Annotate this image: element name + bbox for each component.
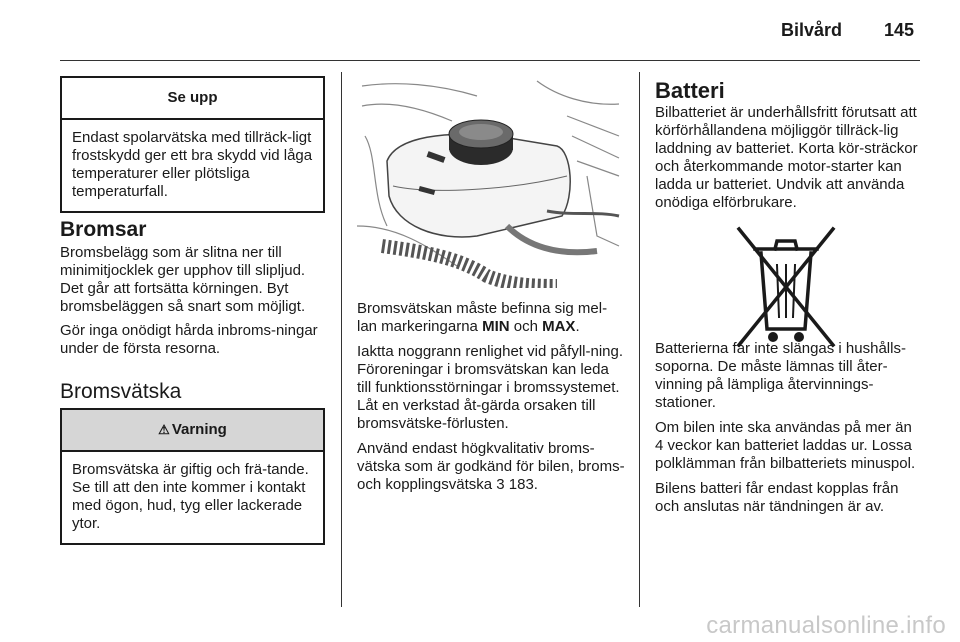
brakes-heading: Bromsar xyxy=(60,218,147,241)
brake-fluid-text xyxy=(357,300,625,494)
page-number: 145 xyxy=(884,20,915,40)
battery-paragraph-3: Om bilen inte ska användas på mer än 4 veckor kan batteriet laddas ur. Lossa polklämman från bilbatteriets minuspol. xyxy=(655,419,916,472)
crossed-out-bin-icon xyxy=(733,225,839,353)
warning-title: Varning xyxy=(171,421,227,438)
period: . xyxy=(575,318,580,335)
brake-fluid-heading: Bromsvätska xyxy=(60,380,182,403)
brakes-section xyxy=(60,218,324,404)
caution-title: Se upp xyxy=(62,78,323,120)
brakes-paragraph-1: Bromsbelägg som är slitna ner till minimitjocklek ger upphov till slipljud. Det går att fortsätta körningen. Byt bromsbeläggen så snart som möjligt. xyxy=(60,244,306,315)
and-word: och xyxy=(513,318,538,335)
brake-fluid-reservoir-illustration xyxy=(357,76,621,288)
level-text: Bromsvätskan måste befinna sig mel-lan markeringarna xyxy=(357,300,608,335)
warning-text: Bromsvätska är giftig och frä-tande. Se till att den inte kommer i kontakt med ögon, hud, tyg eller lackerade ytor. xyxy=(72,461,309,532)
column-divider-2 xyxy=(639,72,640,607)
battery-disposal-section xyxy=(655,340,923,516)
min-marking: MIN xyxy=(482,318,510,335)
watermark: carmanualsonline.info xyxy=(706,612,946,639)
caution-text: Endast spolarvätska med tillräck-ligt frostskydd ger ett bra skydd vid låga temperaturer eller plötsliga temperaturfall. xyxy=(72,129,313,200)
battery-paragraph-4: Bilens batteri får endast kopplas från och anslutas när tändningen är av. xyxy=(655,480,899,515)
fluid-quality-text: Använd endast högkvalitativ broms-vätska som är godkänd för bilen, broms- och kopplingsvätska xyxy=(357,440,625,493)
cleanliness-paragraph: Iaktta noggrann renlighet vid påfyll-ning. Föroreningar i bromsvätskan kan leda till funktionsstörningar i bromssystemet. Låt en verkstad åt-gärda orsaken till bromsvätske-förlusten. xyxy=(357,343,624,432)
column-divider-1 xyxy=(341,72,342,607)
fluid-quality-paragraph xyxy=(357,440,625,494)
warning-box xyxy=(60,408,325,545)
caution-box xyxy=(60,76,325,213)
battery-heading: Batteri xyxy=(655,78,725,103)
battery-section xyxy=(655,78,923,212)
max-marking: MAX xyxy=(542,318,576,335)
header-divider xyxy=(60,60,920,61)
brakes-paragraph-2: Gör inga onödigt hårda inbroms-ningar under de första resorna. xyxy=(60,322,318,357)
page-reference[interactable]: 183. xyxy=(508,476,538,493)
level-paragraph xyxy=(357,300,625,336)
battery-paragraph-1: Bilbatteriet är underhållsfritt förutsatt att körförhållandena möjliggör tillräck-lig laddning av batteriet. Korta kör-sträckor och återkommande motor-starter kan ladda ur batteriet. Undvik att använda onödiga elförbrukare. xyxy=(655,104,918,211)
warning-header xyxy=(62,410,323,452)
battery-paragraph-2: Batterierna får inte slängas i hushålls-soporna. De måste lämnas till åter-vinning på lämpliga återvinnings-stationer. xyxy=(655,340,906,411)
section-title: Bilvård xyxy=(781,20,843,40)
warning-icon: ⚠ xyxy=(158,422,170,437)
page-reference-icon: 3 xyxy=(496,476,505,493)
